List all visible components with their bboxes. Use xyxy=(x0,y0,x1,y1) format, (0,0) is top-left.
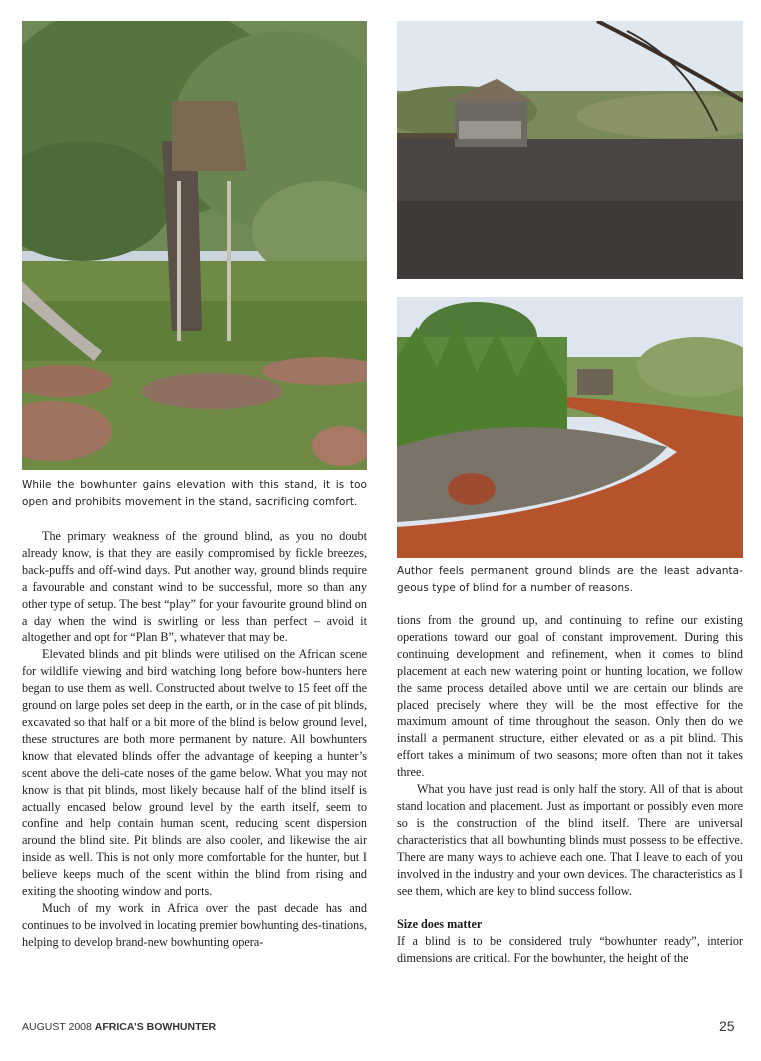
paragraph: Much of my work in Africa over the past decade has and continues to be involved in locating premier bowhunting des-tinations, helping to develop brand-new bowhunting opera- xyxy=(22,900,367,949)
right-column-text xyxy=(397,612,743,967)
section-heading: Size does matter xyxy=(397,917,483,932)
pit-blind-photo xyxy=(397,21,743,279)
paragraph: Elevated blinds and pit blinds were utilised on the African scene for wildlife viewing and bird watching long before bow-hunters here began to use them as well. Constructed about twelve to 15 feet off the ground on large poles set deep in the earth, or in the case of pit blinds, excavated so that half or a bit more of the blind is below ground level, these structures are both more permanent by nature. All bowhunters know that elevated blinds offer the advantage of keeping a hunter’s scent above the deli-cate noses of the game below. What you may not know is that pit blinds, most likely because half of the blind itself is actually encased below ground level by the earth itself, seem to confine and help contain human scent, reducing scent dispersion around the blind site. Pit blinds are also cooler, and likewise the air inside as well. This is not only more comfortable for the hunter, but I believe keeps much of the scent within the blind from rising and exiting the shooting window and ports. xyxy=(22,647,367,899)
waterhole-blind-photo-icon xyxy=(397,297,743,558)
paragraph: If a blind is to be considered truly “bowhunter ready”, interior dimensions are critical. For the bowhunter, the height of the xyxy=(397,934,743,966)
paragraph: tions from the ground up, and continuing to refine our existing operations toward our goal of constant improvement. During this continuing development and refinement, when it comes to blind placement at each new watering point or hunting location, we follow the same process detailed above until we are certain our blinds are placed precisely where they will be the most effective for the maximum amount of time throughout the season. Only then do we install a permanent structure, either elevated or as a pit blind. This effort takes a minimum of two seasons; more often than not it takes three. xyxy=(397,613,743,780)
footer-magazine: AFRICA’S BOWHUNTER xyxy=(94,1021,217,1033)
pit-blind-photo-icon xyxy=(397,21,743,279)
footer-date: AUGUST 2008 xyxy=(22,1021,92,1033)
right-photo-caption: Author feels permanent ground blinds are the least advanta-geous type of blind for a number of reasons. xyxy=(397,565,743,594)
paragraph: The primary weakness of the ground blind, as you no doubt already know, is that they are easily compromised by fickle breezes, back-puffs and off-wind days. Put another way, ground blinds require a favourable and constant wind to be successful, more so than any other type of setup. The best “play” for your favourite ground blind on a day when the wind is swirling or less than perfect – avoid it altogether and opt for “Plan B”, whatever that may be. xyxy=(22,529,367,645)
footer-issue xyxy=(22,1021,216,1033)
tree-stand-photo xyxy=(22,21,367,470)
paragraph: What you have just read is only half the story. All of that is about stand location and placement. Just as important or possibly even more so is the construction of the blind itself. There are universal characteristics that all bowhunting blinds must possess to be effective. There are many ways to achieve each one. That I leave to each of you involved in the industry and your own devices. The characteristics as I see them, which are key to blind success follow. xyxy=(397,782,743,898)
tree-stand-photo-icon xyxy=(22,21,367,470)
page-number: 25 xyxy=(719,1018,735,1034)
left-column-text xyxy=(22,528,367,951)
left-photo-caption: While the bowhunter gains elevation with this stand, it is too open and prohibits movement in the stand, sacrificing comfort. xyxy=(22,479,367,508)
waterhole-blind-photo xyxy=(397,297,743,558)
